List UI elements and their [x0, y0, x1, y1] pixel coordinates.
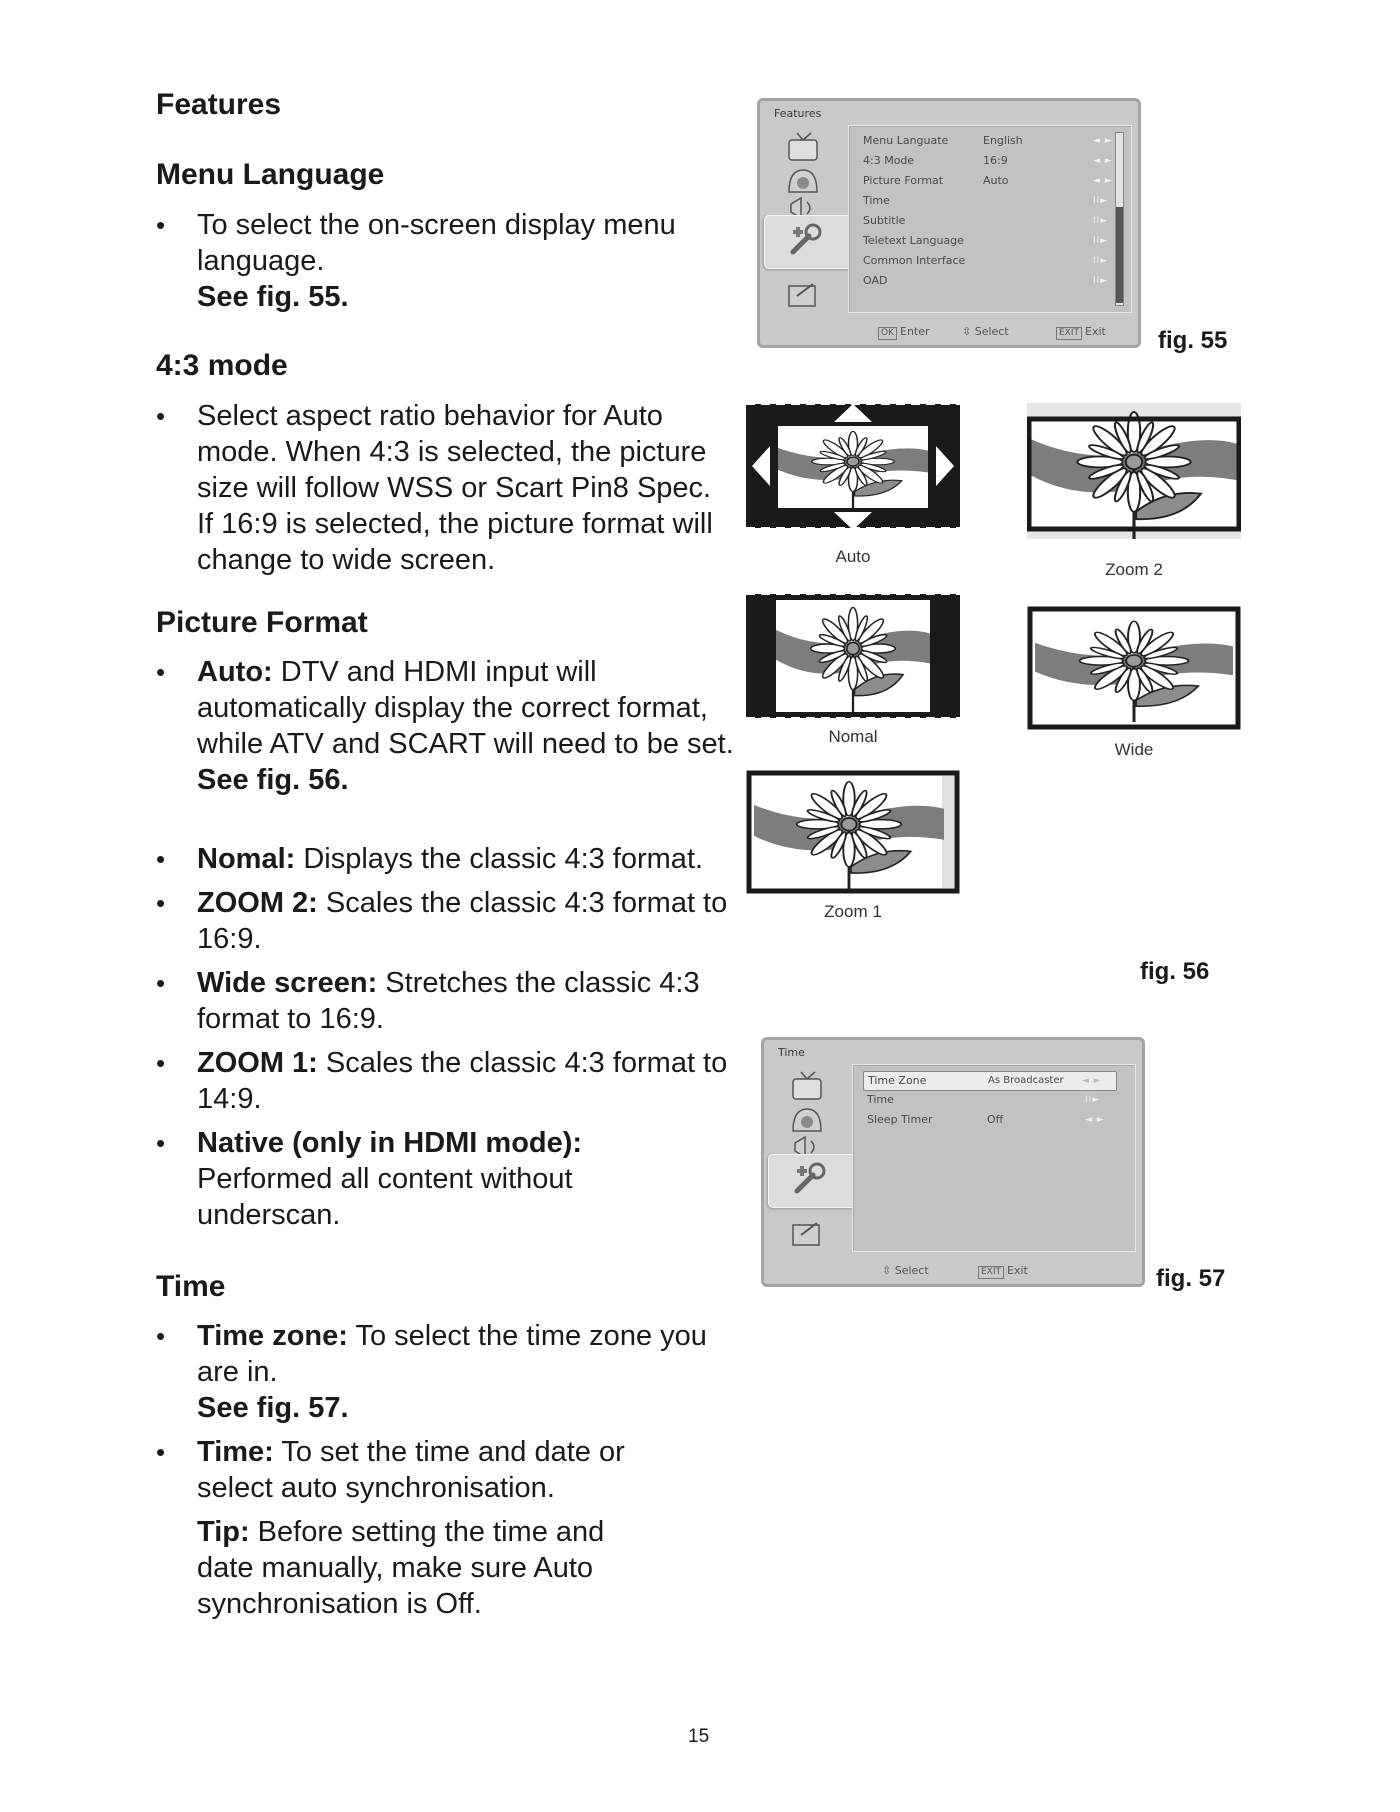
navigate-arrows-icon: ⇳ — [962, 325, 972, 338]
osd-row-teletext-language[interactable] — [863, 232, 1113, 250]
pf-item-zoom1: • ZOOM 1: Scales the classic 4:3 format to 14:9. — [156, 1047, 728, 1115]
fig-56-label: fig. 56 — [1140, 958, 1210, 985]
exit-key-icon: EXIT — [1056, 327, 1082, 340]
input-icon[interactable] — [766, 275, 840, 315]
features-osd-menu — [757, 98, 1141, 348]
tip-text: Before setting the time and date manually, make sure Auto synchronisation is Off. — [197, 1516, 605, 1620]
osd-category-sidebar — [764, 1064, 852, 1254]
tip-note — [197, 1514, 667, 1622]
zoom2-format-illustration — [1027, 403, 1241, 539]
osd-scroll-thumb[interactable] — [1116, 207, 1123, 303]
osd-footer-exit — [978, 1264, 1028, 1279]
osd-row-label: Time — [867, 1093, 894, 1106]
time-item-zone: • Time zone: To select the time zone you are in. See fig. 57. — [197, 1318, 737, 1426]
osd-row-menu-language[interactable] — [863, 132, 1113, 150]
navigate-arrows-icon: ⇳ — [882, 1264, 892, 1277]
osd-row-43-mode[interactable] — [863, 152, 1113, 170]
ok-key-icon: OK — [878, 327, 897, 340]
time-zone-text: To select the time zone you are in. — [197, 1320, 707, 1388]
wide-format-illustration — [1027, 606, 1241, 730]
time-item-time: • Time: To set the time and date or select auto synchronisation. Tip: Before setting the time and date manually, make sure Auto synchronisation is Off. — [197, 1434, 667, 1622]
menu-language-bullet: • To select the on-screen display menu language. See fig. 55. — [197, 207, 757, 315]
osd-footer-select — [962, 325, 1009, 338]
fig-57-label: fig. 57 — [1156, 1265, 1226, 1292]
osd-select-label: Select — [974, 325, 1009, 338]
osd-footer-select — [882, 1264, 929, 1277]
osd-select-label: Select — [894, 1264, 929, 1277]
osd-row-label: 4:3 Mode — [863, 154, 915, 167]
osd-row-arrow: II► — [1093, 256, 1109, 266]
osd-row-label: Time Zone — [868, 1074, 927, 1087]
osd-row-label: Subtitle — [863, 214, 906, 227]
see-fig-56: See fig. 56. — [197, 764, 349, 796]
features-title: Features — [156, 88, 282, 121]
pf-item-native: • Native (only in HDMI mode): Performed all content without underscan. — [197, 1125, 677, 1233]
pf-zoom2-text: Scales the classic 4:3 format to 16:9. — [197, 887, 728, 955]
osd-row-arrow: II► — [1093, 236, 1109, 246]
osd-row-sleep-timer[interactable] — [867, 1111, 1117, 1129]
pf-auto-term: Auto: — [197, 656, 273, 688]
time-heading: Time — [156, 1270, 226, 1303]
osd-row-time[interactable] — [867, 1091, 1117, 1109]
osd-exit-label: Exit — [1007, 1264, 1028, 1277]
osd-row-label: Menu Languate — [863, 134, 949, 147]
nomal-format-illustration — [746, 592, 960, 720]
pf-item-nomal: • Nomal: Displays the classic 4:3 format. — [156, 843, 704, 875]
picture-format-heading: Picture Format — [156, 606, 368, 639]
menu-language-text: To select the on-screen display menu language. — [197, 209, 676, 277]
osd-row-arrow: II► — [1093, 196, 1109, 206]
caption-zoom2: Zoom 2 — [1105, 560, 1163, 579]
caption-nomal: Nomal — [828, 727, 878, 746]
osd-row-arrow: ◄ ► — [1085, 1115, 1105, 1125]
exit-key-icon: EXIT — [978, 1266, 1004, 1279]
caption-wide: Wide — [1114, 740, 1154, 759]
auto-format-illustration — [746, 402, 960, 530]
osd-options-panel — [852, 1064, 1136, 1252]
osd-row-common-interface[interactable] — [863, 252, 1113, 270]
osd-menu-title: Time — [778, 1046, 805, 1059]
pf-nomal-term: Nomal: — [197, 843, 296, 875]
osd-row-label: Teletext Language — [863, 234, 964, 247]
see-fig-55: See fig. 55. — [197, 281, 349, 313]
osd-row-time-zone[interactable] — [863, 1071, 1117, 1091]
mode43-bullet: • Select aspect ratio behavior for Auto mode. When 4:3 is selected, the picture size will follow WSS or Scart Pin8 Spec. If 16:9 is selected, the picture format will change to wide screen. — [156, 400, 713, 576]
osd-row-value: As Broadcaster — [988, 1075, 1064, 1086]
pf-wide-text: Stretches the classic 4:3 format to 16:9. — [197, 967, 700, 1035]
osd-row-arrow: II► — [1093, 276, 1109, 286]
page-number: 15 — [688, 1726, 710, 1747]
osd-row-subtitle[interactable] — [863, 212, 1113, 230]
mode43-heading: 4:3 mode — [156, 349, 288, 382]
menu-language-heading: Menu Language — [156, 158, 385, 191]
osd-exit-label: Exit — [1085, 325, 1106, 338]
osd-footer-enter — [878, 325, 930, 340]
time-text: To set the time and date or select auto synchronisation. — [197, 1436, 625, 1504]
pf-native-term: Native (only in HDMI mode): — [197, 1127, 583, 1159]
pf-item-wide: • Wide screen: Stretches the classic 4:3 format to 16:9. — [156, 967, 700, 1035]
osd-row-label: Picture Format — [863, 174, 944, 187]
osd-row-label: Common Interface — [863, 254, 966, 267]
pf-native-text: Performed all content without underscan. — [197, 1163, 573, 1231]
osd-row-time[interactable] — [863, 192, 1113, 210]
mode43-text: Select aspect ratio behavior for Auto mode. When 4:3 is selected, the picture size will follow WSS or Scart Pin8 Spec. If 16:9 is selected, the picture format will change to wide screen. — [197, 400, 713, 576]
osd-row-arrow: II► — [1085, 1095, 1101, 1105]
tip-term: Tip: — [197, 1516, 250, 1548]
osd-row-value: Auto — [983, 174, 1009, 187]
osd-category-sidebar — [760, 125, 848, 315]
pf-nomal-text: Displays the classic 4:3 format. — [295, 843, 704, 875]
tools-icon[interactable] — [764, 215, 850, 269]
pf-auto-text: DTV and HDMI input will automatically display the correct format, while ATV and SCART will need to be set. — [197, 656, 734, 760]
fig-55-label: fig. 55 — [1158, 327, 1228, 354]
osd-row-arrow: ◄ ► — [1093, 156, 1113, 166]
pf-item-auto: • Auto: DTV and HDMI input will automatically display the correct format, while ATV and SCART will need to be set. See fig. 56. — [197, 654, 737, 798]
osd-row-label: Sleep Timer — [867, 1113, 933, 1126]
tools-icon[interactable] — [768, 1154, 854, 1208]
time-osd-menu — [761, 1037, 1145, 1287]
osd-row-value: 16:9 — [983, 154, 1008, 167]
caption-auto: Auto — [835, 547, 871, 566]
zoom1-format-illustration — [746, 770, 960, 894]
osd-row-picture-format[interactable] — [863, 172, 1113, 190]
pf-zoom1-text: Scales the classic 4:3 format to 14:9. — [197, 1047, 728, 1115]
osd-menu-title: Features — [774, 107, 822, 120]
osd-scrollbar[interactable] — [1115, 132, 1124, 306]
osd-row-arrow: ◄ ► — [1093, 176, 1113, 186]
osd-row-arrow: II► — [1093, 216, 1109, 226]
pf-item-zoom2: • ZOOM 2: Scales the classic 4:3 format to 16:9. — [156, 887, 728, 955]
osd-options-panel — [848, 125, 1132, 313]
pf-wide-term: Wide screen: — [197, 967, 378, 999]
osd-row-label: Time — [863, 194, 890, 207]
osd-row-arrow: ◄ ► — [1082, 1076, 1102, 1086]
osd-row-value: English — [983, 134, 1023, 147]
osd-row-value: Off — [987, 1113, 1004, 1126]
time-zone-term: Time zone: — [197, 1320, 348, 1352]
osd-row-label: OAD — [863, 274, 888, 287]
pf-zoom1-term: ZOOM 1: — [197, 1047, 318, 1079]
osd-enter-label: Enter — [900, 325, 930, 338]
caption-zoom1: Zoom 1 — [824, 902, 882, 921]
pf-zoom2-term: ZOOM 2: — [197, 887, 318, 919]
osd-row-arrow: ◄ ► — [1093, 136, 1113, 146]
osd-row-oad[interactable] — [863, 272, 1113, 290]
input-icon[interactable] — [770, 1214, 844, 1254]
osd-footer-exit — [1056, 325, 1106, 340]
see-fig-57: See fig. 57. — [197, 1392, 349, 1424]
time-term: Time: — [197, 1436, 274, 1468]
